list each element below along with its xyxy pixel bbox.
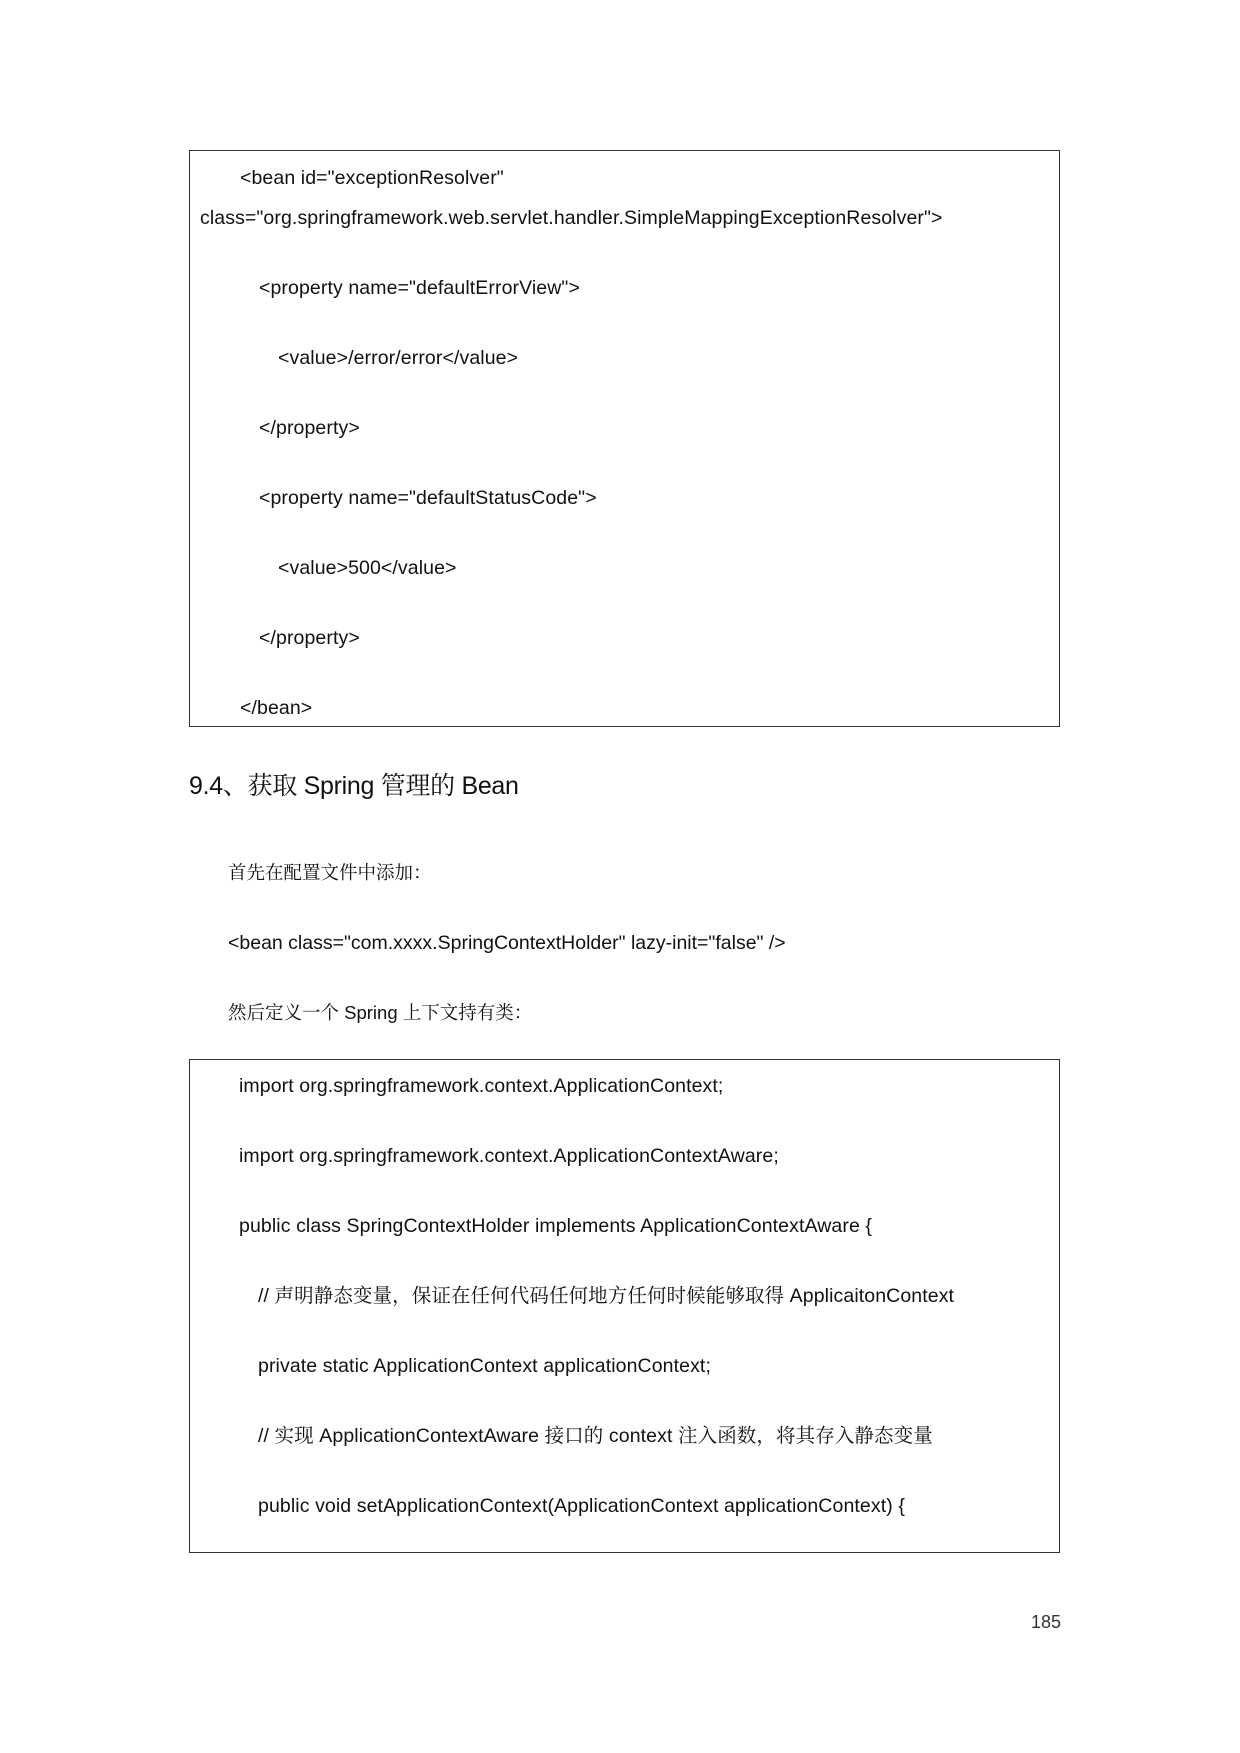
code-block-context-holder: [189, 1059, 1060, 1553]
code-comment-line: // 实现 ApplicationContextAware 接口的 context 注入函数，将其存入静态变量: [258, 1425, 933, 1447]
section-heading: 9.4、获取 Spring 管理的 Bean: [189, 772, 519, 800]
code-line: <bean id="exceptionResolver": [240, 167, 504, 189]
code-line: import org.springframework.context.ApplicationContextAware;: [239, 1145, 779, 1167]
code-line: private static ApplicationContext applicationContext;: [258, 1355, 711, 1377]
then-define-paragraph: 然后定义一个 Spring 上下文持有类：: [228, 1002, 533, 1023]
code-comment-line: // 声明静态变量，保证在任何代码任何地方任何时候能够取得 ApplicaitonContext: [258, 1285, 955, 1307]
code-line: <property name="defaultStatusCode">: [259, 487, 597, 509]
code-line: </property>: [259, 417, 360, 439]
intro-paragraph: 首先在配置文件中添加：: [228, 862, 432, 883]
code-line: <value>500</value>: [278, 557, 457, 579]
code-line: public void setApplicationContext(ApplicationContext applicationContext) {: [258, 1495, 905, 1517]
bean-declaration: <bean class="com.xxxx.SpringContextHolder" lazy-init="false" />: [228, 932, 786, 954]
code-line: </property>: [259, 627, 360, 649]
page-number: 185: [1031, 1612, 1062, 1632]
code-block-bean-config: [189, 150, 1060, 727]
code-line: import org.springframework.context.ApplicationContext;: [239, 1075, 724, 1097]
code-line: class="org.springframework.web.servlet.handler.SimpleMappingExceptionResolver">: [200, 207, 943, 229]
code-line: public class SpringContextHolder implements ApplicationContextAware {: [239, 1215, 873, 1237]
code-line: </bean>: [240, 697, 313, 719]
code-line: <value>/error/error</value>: [278, 347, 519, 369]
code-line: <property name="defaultErrorView">: [259, 277, 580, 299]
